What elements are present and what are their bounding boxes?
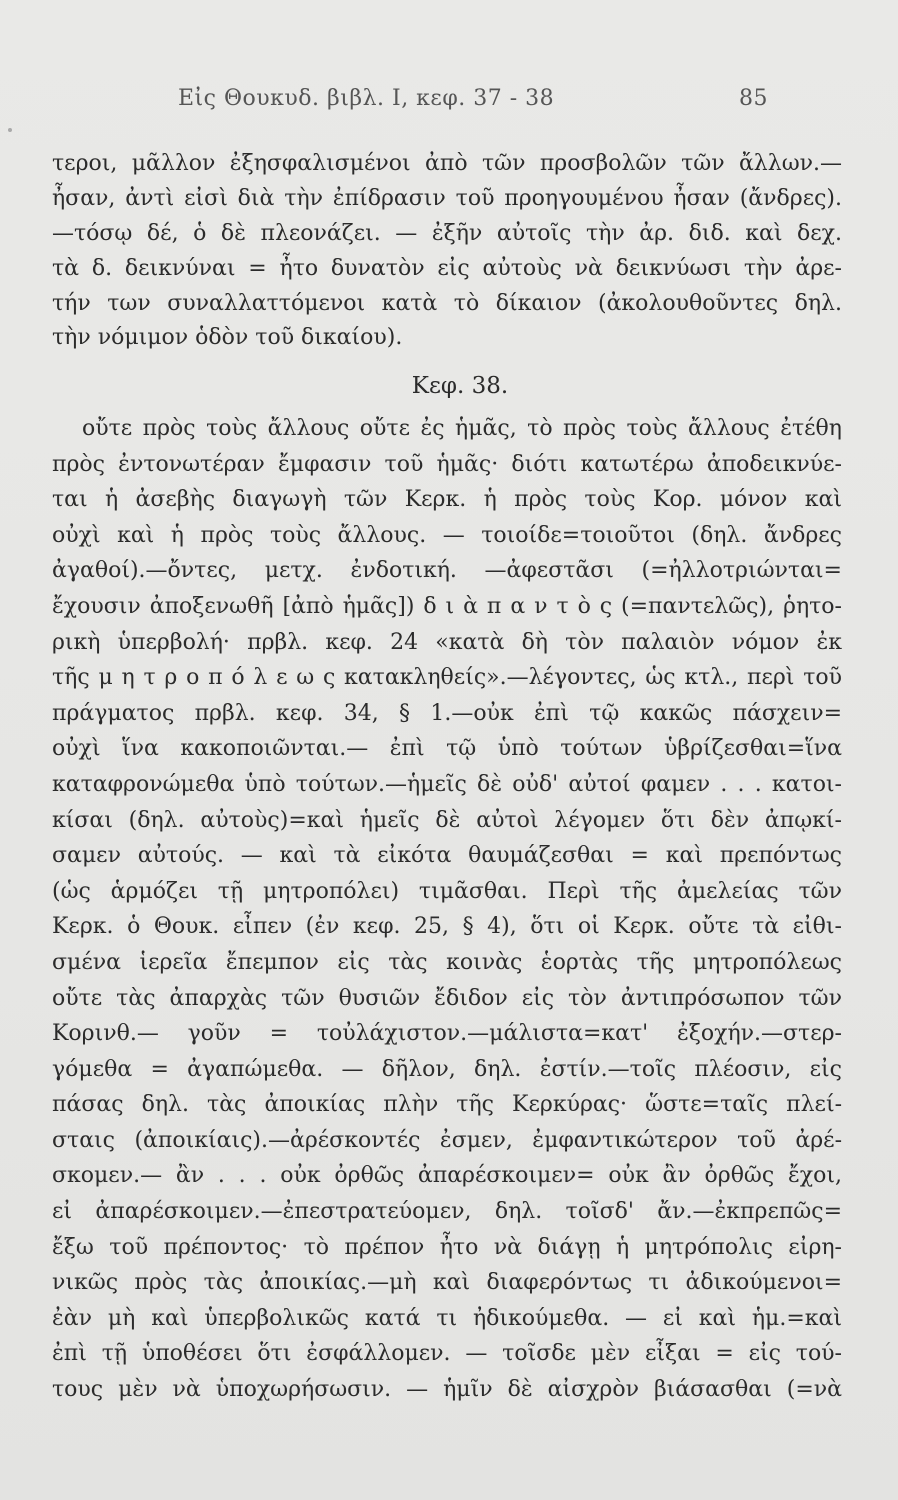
text-line: σταις (ἀποικίαις).—ἀρέσκοντές ἐσμεν, ἐμφαντικώτερον τοῦ ἀρέ- [52, 1127, 842, 1153]
text-line: σαμεν αὐτούς. — καὶ τὰ εἰκότα θαυμάζεσθαι = καὶ πρεπόντως [52, 843, 842, 869]
text-line: ἔξω τοῦ πρέποντος· τὸ πρέπον ἦτο νὰ διάγῃ ἡ μητρόπολις εἰρη- [52, 1234, 842, 1260]
text-line: οὐχὶ καὶ ἡ πρὸς τοὺς ἄλλους. — τοιοίδε=τοιοῦτοι (δηλ. ἄνδρες [52, 522, 842, 548]
running-title: Εἰς Θουκυδ. βιβλ. Ι, κεφ. 37 - 38 [178, 86, 555, 111]
text-line: σμένα ἱερεῖα ἔπεμπον εἰς τὰς κοινὰς ἑορτὰς τῆς μητροπόλεως [52, 949, 842, 975]
text-line: τους μὲν νὰ ὑποχωρήσωσιν. — ἡμῖν δὲ αἰσχρὸν βιάσασθαι (=νὰ [52, 1377, 842, 1403]
text-line: νικῶς πρὸς τὰς ἀποικίας.—μὴ καὶ διαφερόντως τι ἀδικούμενοι= [52, 1270, 842, 1296]
text-line: ἔχουσιν ἀποξενωθῆ [ἀπὸ ἡμᾶς]) δ ι ὰ π α ν τ ὸ ς (=παντελῶς), ῥητο- [52, 593, 842, 619]
text-line: ἐπὶ τῇ ὑποθέσει ὅτι ἐσφάλλομεν. — τοῖσδε μὲν εἶξαι = εἰς τού- [52, 1341, 842, 1367]
text-line: ἀγαθοί).—ὄντες, μετχ. ἐνδοτική. —ἀφεστᾶσι (=ἠλλοτριώνται= [52, 558, 842, 584]
text-line: ρικὴ ὑπερβολή· πρβλ. κεφ. 24 «κατὰ δὴ τὸν παλαιὸν νόμον ἐκ [52, 629, 842, 655]
text-line: οὔτε πρὸς τοὺς ἄλλους οὔτε ἐς ἡμᾶς, τὸ πρὸς τοὺς ἄλλους ἐτέθη [82, 416, 842, 441]
text-line: —τόσῳ δέ, ὁ δὲ πλεονάζει. — ἐξῆν αὐτοῖς τὴν ἀρ. διδ. καὶ δεχ. [52, 220, 842, 246]
text-line: κίσαι (δηλ. αὐτοὺς)=καὶ ἡμεῖς δὲ αὐτοὶ λέγομεν ὅτι δὲν ἀπῳκί- [52, 807, 842, 833]
text-line: πάσας δηλ. τὰς ἀποικίας πλὴν τῆς Κερκύρας· ὥστε=ταῖς πλεί- [52, 1092, 842, 1118]
commentary-block-ch38 [52, 411, 842, 1408]
text-line: ται ἡ ἀσεβὴς διαγωγὴ τῶν Κερκ. ἡ πρὸς τοὺς Κορ. μόνον καὶ [52, 487, 842, 513]
text-line: σκομεν.— ἂν . . . οὐκ ὀρθῶς ἀπαρέσκοιμεν= οὐκ ἂν ὀρθῶς ἔχοι, [52, 1163, 842, 1189]
chapter-heading-text: Κεφ. 38. [411, 373, 509, 399]
text-line: οὐχὶ ἵνα κακοποιῶνται.— ἐπὶ τῷ ὑπὸ τούτων ὑβρίζεσθαι=ἵνα [52, 736, 842, 762]
text-line: (ὡς ἁρμόζει τῇ μητροπόλει) τιμᾶσθαι. Περὶ τῆς ἀμελείας τῶν [52, 878, 842, 904]
running-header [178, 86, 768, 116]
text-line: τὰ δ. δεικνύναι = ἦτο δυνατὸν εἰς αὐτοὺς νὰ δεικνύωσι τὴν ἀρε- [52, 255, 842, 281]
text-line: γόμεθα = ἀγαπώμεθα. — δῆλον, δηλ. ἐστίν.—τοῖς πλέοσιν, εἰς [52, 1056, 842, 1082]
chapter-heading [0, 373, 898, 399]
text-line: Κερκ. ὁ Θουκ. εἶπεν (ἐν κεφ. 25, § 4), ὅτι οἱ Κερκ. οὔτε τὰ εἰθι- [52, 914, 842, 940]
commentary-block-ch37 [52, 147, 842, 356]
text-line: τὴν νόμιμον ὁδὸν τοῦ δικαίου). [52, 325, 403, 351]
page-number: 85 [739, 86, 768, 111]
text-line: ἦσαν, ἀντὶ εἰσὶ διὰ τὴν ἐπίδρασιν τοῦ προηγουμένου ἦσαν (ἄνδρες). [52, 185, 842, 211]
text-line: πρὸς ἐντονωτέραν ἔμφασιν τοῦ ἡμᾶς· διότι κατωτέρω ἀποδεικνύε- [52, 451, 842, 477]
text-line: καταφρονώμεθα ὑπὸ τούτων.—ἡμεῖς δὲ οὐδ' αὐτοί φαμεν . . . κατοι- [52, 771, 842, 797]
text-line: Κορινθ.— γοῦν = τοὐλάχιστον.—μάλιστα=κατ' ἐξοχήν.—στερ- [52, 1021, 842, 1047]
paper-speck [8, 128, 12, 132]
text-line: πράγματος πρβλ. κεφ. 34, § 1.—οὐκ ἐπὶ τῷ κακῶς πάσχειν= [52, 700, 842, 726]
text-line: τῆς μ η τ ρ ο π ό λ ε ω ς κατακληθείς».—λέγοντες, ὡς κτλ., περὶ τοῦ [52, 665, 842, 691]
text-line: τεροι, μᾶλλον ἐξησφαλισμένοι ἀπὸ τῶν προσβολῶν τῶν ἄλλων.— [52, 151, 842, 176]
text-line: ἐὰν μὴ καὶ ὑπερβολικῶς κατά τι ἠδικούμεθα. — εἰ καὶ ἡμ.=καὶ [52, 1305, 842, 1331]
text-line: εἰ ἀπαρέσκοιμεν.—ἐπεστρατεύομεν, δηλ. τοῖσδ' ἄν.—ἐκπρεπῶς= [52, 1199, 842, 1225]
text-line: οὔτε τὰς ἀπαρχὰς τῶν θυσιῶν ἔδιδον εἰς τὸν ἀντιπρόσωπον τῶν [52, 985, 842, 1011]
text-line: τήν των συναλλαττόμενοι κατὰ τὸ δίκαιον (ἀκολουθοῦντες δηλ. [52, 290, 842, 316]
